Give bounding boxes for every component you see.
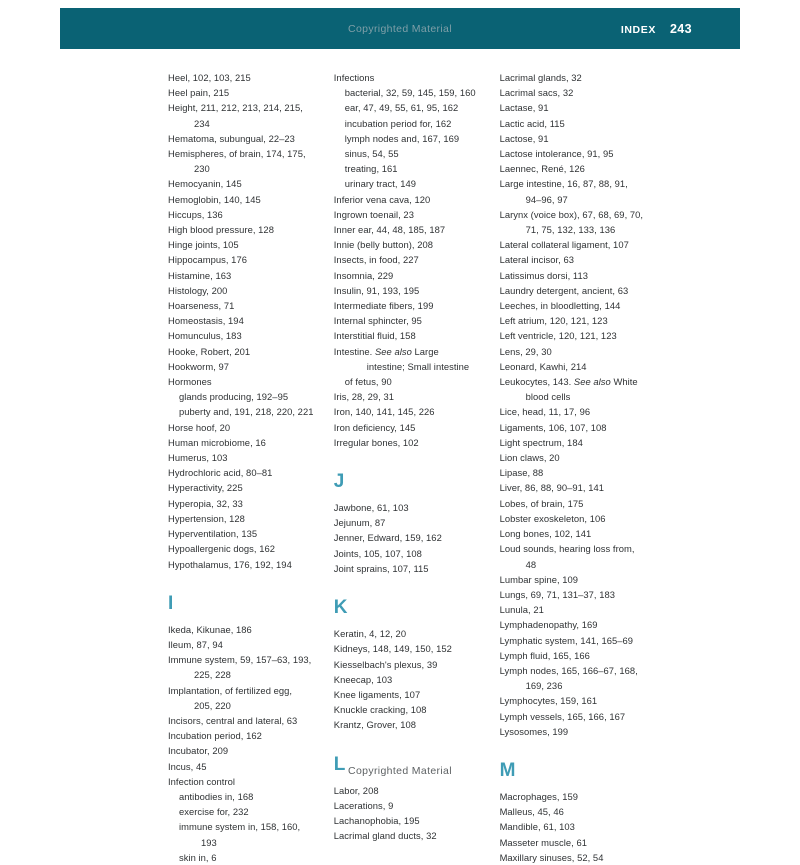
index-entry: Liver, 86, 88, 90–91, 141 <box>499 482 605 494</box>
cross-reference-see-also: See also <box>573 376 611 388</box>
index-entry: Lymph fluid, 165, 166 <box>499 649 590 661</box>
letter-heading-spacer <box>168 613 317 622</box>
index-entry: Incus, 45 <box>168 760 207 772</box>
index-entry: Jawbone, 61, 103 <box>333 502 409 514</box>
index-entry: Lumbar spine, 109 <box>499 573 579 585</box>
index-entry: Hydrochloric acid, 80–81 <box>168 467 273 479</box>
index-entry: Ingrown toenail, 23 <box>333 208 414 220</box>
index-entry: Lactose intolerance, 91, 95 <box>499 148 614 160</box>
index-entry <box>334 344 483 359</box>
index-entry: Homeostasis, 194 <box>168 315 244 327</box>
cross-reference-target: White <box>610 376 638 388</box>
index-entry: Insomnia, 229 <box>333 269 394 281</box>
index-entry: Hematoma, subungual, 22–23 <box>168 132 295 144</box>
index-entry: Homunculus, 183 <box>168 330 242 342</box>
index-entry: Infection control <box>168 775 236 787</box>
index-entry: of fetus, 90 <box>344 376 392 388</box>
index-entry: Long bones, 102, 141 <box>499 528 592 540</box>
cross-reference-target: Large <box>411 345 439 357</box>
letter-section-spacer <box>500 739 680 761</box>
letter-heading-spacer <box>500 780 680 789</box>
index-entry: sinus, 54, 55 <box>344 148 399 160</box>
index-entry: Histology, 200 <box>168 284 228 296</box>
index-entry: Hemocyanin, 145 <box>168 178 242 190</box>
index-entry: Ligaments, 106, 107, 108 <box>499 421 607 433</box>
index-entry: Lacrimal glands, 32 <box>499 72 582 83</box>
index-entry: Hypoallergenic dogs, 162 <box>168 543 275 555</box>
index-entry-text: Intestine. <box>333 345 375 357</box>
index-entry: Leonard, Kawhi, 214 <box>499 360 587 372</box>
letter-heading-i: I <box>168 592 174 614</box>
index-entry: Ileum, 87, 94 <box>168 638 223 650</box>
index-entry: Jenner, Edward, 159, 162 <box>333 532 442 544</box>
index-entry: Laundry detergent, ancient, 63 <box>499 284 629 296</box>
index-entry: Mandible, 61, 103 <box>499 821 575 833</box>
index-entry: Ikeda, Kikunae, 186 <box>168 623 252 635</box>
header-section-label: INDEX <box>620 23 656 36</box>
index-entry: Iris, 28, 29, 31 <box>333 391 394 403</box>
index-entry-text: Leukocytes, 143. <box>499 376 574 388</box>
column-2 <box>334 70 483 865</box>
index-entry: Hiccups, 136 <box>168 208 223 220</box>
index-entry: treating, 161 <box>344 163 398 175</box>
letter-heading-spacer <box>334 491 483 500</box>
index-entry: Height, 211, 212, 213, 214, 215, <box>168 102 303 114</box>
index-entry: Iron deficiency, 145 <box>333 421 416 433</box>
index-entry: Hemispheres, of brain, 174, 175, <box>168 148 306 160</box>
index-entry: Heel pain, 215 <box>168 87 230 99</box>
index-entry: Lens, 29, 30 <box>499 345 552 357</box>
index-entry: Humerus, 103 <box>168 452 228 464</box>
index-entry: immune system in, 158, 160, <box>179 821 301 833</box>
index-entry: High blood pressure, 128 <box>168 224 274 236</box>
index-entry: Lactose, 91 <box>499 132 549 144</box>
index-entry: Histamine, 163 <box>168 269 232 281</box>
index-entry: Lobster exoskeleton, 106 <box>499 512 606 524</box>
index-entry: Krantz, Grover, 108 <box>333 719 417 731</box>
index-entry: Laennec, René, 126 <box>499 163 585 175</box>
index-entry: incubation period for, 162 <box>344 117 452 129</box>
index-entry: Iron, 140, 141, 145, 226 <box>333 406 435 418</box>
index-entry: Lion claws, 20 <box>499 452 560 464</box>
index-entry: 94–96, 97 <box>525 193 568 205</box>
index-entry: blood cells <box>525 391 571 403</box>
index-entry: Large intestine, 16, 87, 88, 91, <box>499 178 628 190</box>
index-entry: puberty and, 191, 218, 220, 221 <box>179 406 314 418</box>
index-entry: 48 <box>525 558 537 570</box>
index-entry: 230 <box>194 163 210 175</box>
footer-copyright-watermark: Copyrighted Material <box>348 765 452 777</box>
index-entry: Heel, 102, 103, 215 <box>168 72 251 83</box>
index-entry: Knuckle cracking, 108 <box>333 704 427 716</box>
index-entry: Lymph vessels, 165, 166, 167 <box>499 710 626 722</box>
index-entry: Keratin, 4, 12, 20 <box>333 628 407 640</box>
index-entry: Hypertension, 128 <box>168 512 245 524</box>
index-entry: Larynx (voice box), 67, 68, 69, 70, <box>499 208 644 220</box>
index-entry: Hoarseness, 71 <box>168 300 235 312</box>
index-entry: 193 <box>201 836 217 848</box>
letter-section-spacer <box>168 572 317 594</box>
index-entry: Lacrimal sacs, 32 <box>499 87 574 99</box>
letter-heading-m: M <box>499 759 516 781</box>
index-entry: Left ventricle, 120, 121, 123 <box>499 330 617 342</box>
index-entry: Lactic acid, 115 <box>499 117 565 129</box>
index-entry: Lateral collateral ligament, 107 <box>499 239 629 251</box>
column-1 <box>168 70 317 865</box>
index-entry: Hookworm, 97 <box>168 360 230 372</box>
index-entry: Malleus, 45, 46 <box>499 806 564 818</box>
index-entry: bacterial, 32, 59, 145, 159, 160 <box>344 87 476 99</box>
index-entry: Hooke, Robert, 201 <box>168 345 251 357</box>
index-entry: Lipase, 88 <box>499 467 544 479</box>
index-entry: Hypothalamus, 176, 192, 194 <box>168 558 292 570</box>
letter-heading-l: L <box>333 753 346 775</box>
letter-section-spacer <box>334 450 483 472</box>
index-entry: Masseter muscle, 61 <box>499 836 588 848</box>
index-entry: Hyperventilation, 135 <box>168 528 258 540</box>
index-entry: Lachanophobia, 195 <box>333 814 420 826</box>
index-entry: Joint sprains, 107, 115 <box>333 562 429 574</box>
index-entry: Lunula, 21 <box>499 604 544 616</box>
index-entry: Lacrimal gland ducts, 32 <box>333 830 437 842</box>
index-entry: 205, 220 <box>194 699 231 711</box>
index-entry: Inferior vena cava, 120 <box>333 193 431 205</box>
letter-heading-j: J <box>333 471 345 493</box>
index-entry: Inner ear, 44, 48, 185, 187 <box>333 224 446 236</box>
index-entry: Irregular bones, 102 <box>333 436 419 448</box>
index-entry: Labor, 208 <box>333 784 379 796</box>
index-entry: Implantation, of fertilized egg, <box>168 684 293 696</box>
index-entry: Human microbiome, 16 <box>168 436 266 448</box>
index-entry: Horse hoof, 20 <box>168 421 231 433</box>
index-entry: 234 <box>194 117 210 129</box>
index-entry: Intermediate fibers, 199 <box>333 300 434 312</box>
index-entry: lymph nodes and, 167, 169 <box>344 132 460 144</box>
index-entry: Hemoglobin, 140, 145 <box>168 193 261 205</box>
letter-heading-k: K <box>333 597 349 619</box>
index-entry: Innie (belly button), 208 <box>333 239 434 251</box>
index-entry: 71, 75, 132, 133, 136 <box>525 224 616 236</box>
index-entry: Immune system, 59, 157–63, 193, <box>168 654 312 666</box>
index-entry: Infections <box>333 72 375 83</box>
index-entry: Insects, in food, 227 <box>333 254 419 266</box>
index-entry: Kneecap, 103 <box>333 673 393 685</box>
header-running-head <box>621 22 692 36</box>
index-entry: Lactase, 91 <box>499 102 549 114</box>
index-entry: Lymphadenopathy, 169 <box>499 619 598 631</box>
index-entry: 225, 228 <box>194 669 231 681</box>
index-entry: urinary tract, 149 <box>344 178 417 190</box>
index-entry: Kidneys, 148, 149, 150, 152 <box>333 643 452 655</box>
index-entry: Lacerations, 9 <box>333 799 394 811</box>
index-entry: Lymphocytes, 159, 161 <box>499 695 598 707</box>
index-entry: Hyperactivity, 225 <box>168 482 243 494</box>
column-3 <box>500 70 680 865</box>
index-entry: Maxillary sinuses, 52, 54 <box>499 851 604 863</box>
index-entry: 169, 236 <box>525 680 563 692</box>
index-entry: glands producing, 192–95 <box>179 391 289 403</box>
index-entry: Incubation period, 162 <box>168 730 262 742</box>
index-entry: Lice, head, 11, 17, 96 <box>499 406 591 418</box>
index-entry: Insulin, 91, 193, 195 <box>333 284 420 296</box>
header-page-number: 243 <box>669 21 692 36</box>
letter-section-spacer <box>334 733 483 755</box>
index-entry: Lymph nodes, 165, 166–67, 168, <box>499 664 638 676</box>
index-entry: Knee ligaments, 107 <box>333 688 421 700</box>
letter-heading-spacer <box>334 617 483 626</box>
index-entry: exercise for, 232 <box>179 806 249 818</box>
index-entry: Hyperopia, 32, 33 <box>168 497 243 509</box>
index-entry: Leeches, in bloodletting, 144 <box>499 300 621 312</box>
index-entry: Lungs, 69, 71, 131–37, 183 <box>499 588 616 600</box>
header-copyright-watermark: Copyrighted Material <box>348 22 452 35</box>
index-entry: Left atrium, 120, 121, 123 <box>499 315 608 327</box>
index-entry: Interstitial fluid, 158 <box>333 330 416 342</box>
index-entry: Incubator, 209 <box>168 745 229 757</box>
index-entry: Jejunum, 87 <box>333 517 386 529</box>
page-header-band <box>60 8 740 49</box>
index-entry: antibodies in, 168 <box>179 790 254 802</box>
index-entry: intestine; Small intestine <box>366 360 470 372</box>
index-entry: Hippocampus, 176 <box>168 254 247 266</box>
index-entry: Joints, 105, 107, 108 <box>333 547 422 559</box>
index-entry: Macrophages, 159 <box>499 790 579 802</box>
index-entry: ear, 47, 49, 55, 61, 95, 162 <box>344 102 459 114</box>
index-entry: Incisors, central and lateral, 63 <box>168 714 298 726</box>
index-entry: Hinge joints, 105 <box>168 239 239 251</box>
index-entry: Lysosomes, 199 <box>499 725 569 737</box>
index-entry <box>500 374 680 389</box>
index-entry: Lateral incisor, 63 <box>499 254 574 266</box>
index-entry: Light spectrum, 184 <box>499 436 583 448</box>
index-entry: skin in, 6 <box>179 851 217 863</box>
index-entry: Loud sounds, hearing loss from, <box>499 543 635 555</box>
index-entry: Lymphatic system, 141, 165–69 <box>499 634 634 646</box>
index-entry: Hormones <box>168 376 212 388</box>
letter-section-spacer <box>334 576 483 598</box>
index-entry: Internal sphincter, 95 <box>333 315 422 327</box>
index-entry: Kiesselbach's plexus, 39 <box>333 658 438 670</box>
index-entry: Latissimus dorsi, 113 <box>499 269 588 281</box>
index-columns <box>168 70 680 865</box>
index-entry: Lobes, of brain, 175 <box>499 497 584 509</box>
cross-reference-see-also: See also <box>374 345 412 357</box>
